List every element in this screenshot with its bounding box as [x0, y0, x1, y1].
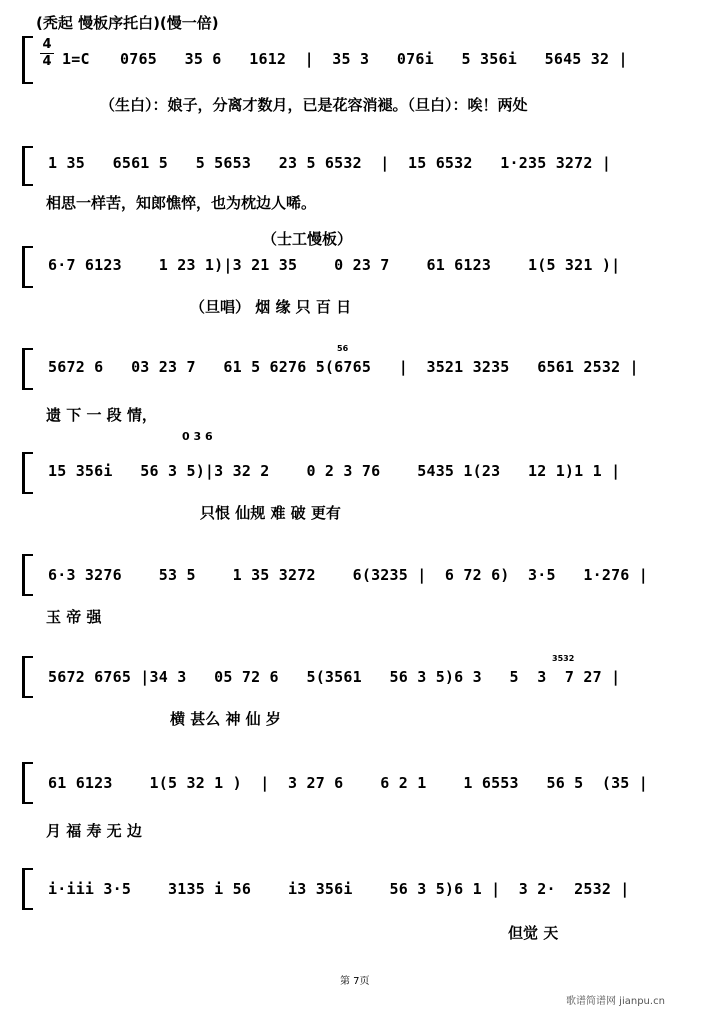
- score-system-8: [0, 756, 709, 846]
- score-system-2: [0, 146, 709, 226]
- watermark: 歌谱简谱网 jianpu.cn: [566, 996, 665, 1007]
- lyric-line: 相思一样苦，知郎憔悴，也为枕边人唏。: [46, 194, 317, 212]
- system-brace: [22, 452, 33, 494]
- system-brace: [22, 348, 33, 390]
- score-system-3: [0, 226, 709, 326]
- score-system-7: [0, 650, 709, 740]
- grace-notes: 0 3 6: [182, 430, 213, 443]
- notation-line: 5672 6765 |34 3 05 72 6 5(3561 56 3 5)6 3 5 3 7 27 |: [48, 668, 621, 686]
- notation-line: 6·7 6123 1 23 1)|3 21 35 0 23 7 61 6123 1(5 321 )|: [48, 256, 621, 274]
- score-system-9: [0, 862, 709, 952]
- notation-line: 15 356i 56 3 5)|3 32 2 0 2 3 76 5435 1(23 12 1)1 1 |: [48, 462, 621, 480]
- time-top: 4: [42, 37, 52, 52]
- system-brace: [22, 246, 33, 288]
- notation-line: i·iii 3·5 3135 i 56 i3 356i 56 3 5)6 1 | 3 2· 2532 |: [48, 880, 630, 898]
- system-brace: [22, 762, 33, 804]
- grace-notes: 3532: [552, 654, 575, 663]
- score-system-1: [0, 32, 709, 142]
- score-system-5: [0, 430, 709, 530]
- score-system-6: [0, 548, 709, 638]
- notation-line: 1 35 6561 5 5 5653 23 5 6532 | 15 6532 1·235 3272 |: [48, 154, 612, 172]
- system-brace: [22, 146, 33, 186]
- lyric-line: （生白）：娘子，分离才数月，已是花容消褪。（旦白）：唉！两处: [100, 96, 528, 114]
- notation-line: 6·3 3276 53 5 1 35 3272 6(3235 | 6 72 6) 3·5 1·276 |: [48, 566, 648, 584]
- lyric-line: （旦唱） 烟 缘 只 百 日: [190, 298, 352, 316]
- lyric-line: 玉 帝 强: [46, 608, 102, 626]
- notation-line: 5672 6 03 23 7 61 5 6276 5(6765 | 3521 3235 6561 2532 |: [48, 358, 639, 376]
- notation-line: 61 6123 1(5 32 1 ) | 3 27 6 6 2 1 1 6553 56 5 (35 |: [48, 774, 648, 792]
- lyric-line: 只恨 仙规 难 破 更有: [200, 504, 341, 522]
- system-brace: [22, 656, 33, 698]
- lyric-line: 遗 下 一 段 情，: [46, 406, 157, 424]
- key-signature: 1=C: [62, 50, 90, 68]
- time-bottom: 4: [42, 54, 52, 69]
- system-brace: [22, 868, 33, 910]
- section-label: （士工慢板）: [262, 230, 353, 248]
- lyric-line: 横 甚么 神 仙 岁: [170, 710, 281, 728]
- grace-notes: 56: [337, 344, 349, 353]
- page-number: 第 7页: [340, 976, 370, 987]
- system-brace: [22, 36, 33, 84]
- lyric-line: 月 福 寿 无 边: [46, 822, 142, 840]
- notation-line: 0765 35 6 1612 | 35 3 076i 5 356i 5645 32 |: [120, 50, 628, 68]
- system-brace: [22, 554, 33, 596]
- lyric-line: 但觉 天: [508, 924, 559, 942]
- time-signature: [40, 38, 54, 69]
- score-system-4: [0, 340, 709, 430]
- tempo-annotation: (秃起 慢板序托白)(慢一倍): [36, 14, 219, 32]
